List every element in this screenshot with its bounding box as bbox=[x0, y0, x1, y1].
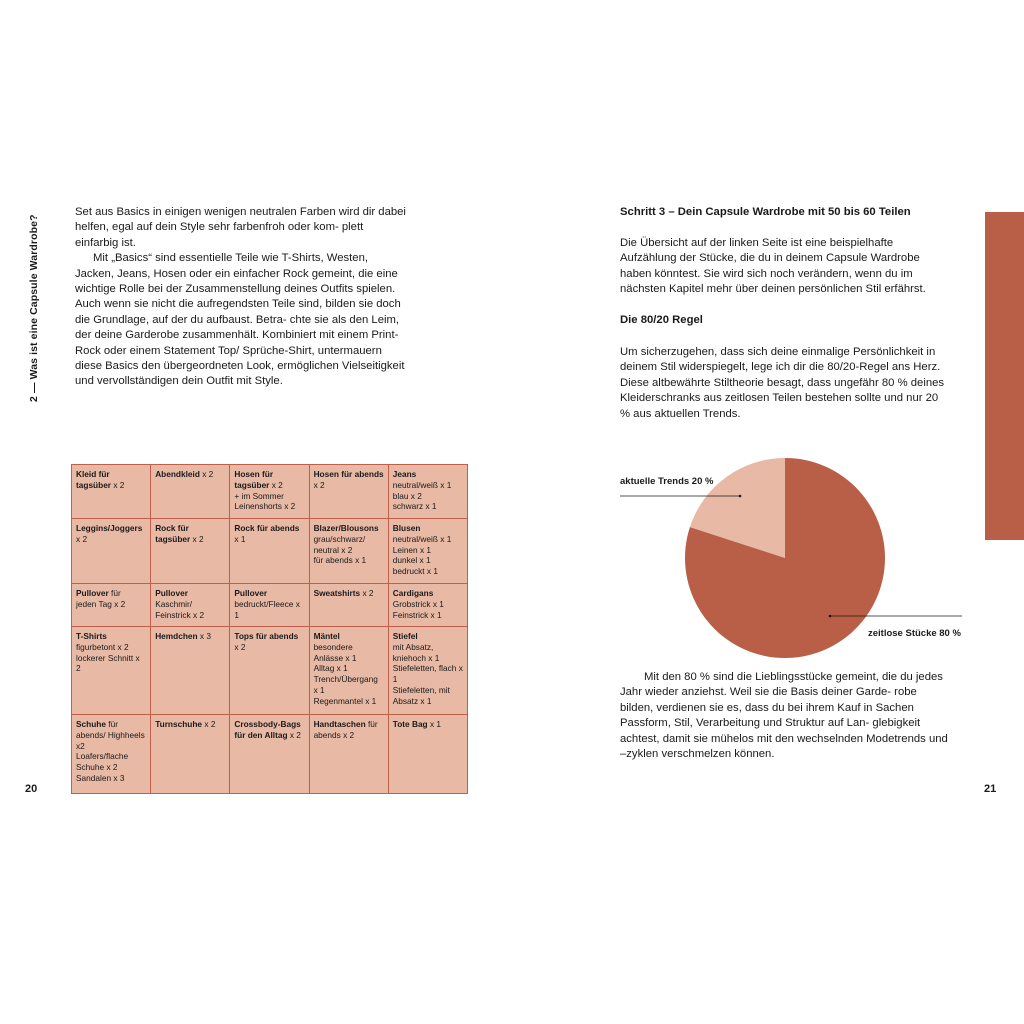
page-number-left: 20 bbox=[25, 783, 38, 795]
intro-paragraph-2: Mit „Basics“ sind essentielle Teile wie T-Shirts, Westen, Jacken, Jeans, Hosen oder ein einfacher Rock gemeint, die eine wichtige Rolle bei der Zusammenstellung deines Outfits spielen. Auch wenn sie nicht die aufregendsten Teile sind, bilden sie doch die Grundlage, auf der du aufbaust. Betra- chte sie als den Leim, der deine Garderobe zusammenhält. Kombiniert mit einem Print-Rock oder einem Statement Top/ Sprüche-Shirt, untermauern diese Basics den übergeordneten Look, ermöglichen Vielseitigkeit und vervollständigen dein Outfit mit Style. bbox=[75, 252, 405, 388]
grid-cell bbox=[388, 465, 467, 519]
grid-cell bbox=[151, 627, 230, 715]
item-detail: Regenmantel x 1 bbox=[313, 695, 377, 706]
item-quantity: x 1 bbox=[427, 719, 442, 729]
grid-cell bbox=[72, 584, 151, 627]
grid-cell bbox=[151, 519, 230, 584]
item-quantity: x 2 bbox=[360, 588, 374, 598]
paragraph-overview: Die Übersicht auf der linken Seite ist eine beispielhafte Aufzählung der Stücke, die du in deinem Capsule Wardrobe haben könntest. Sie wird sich noch verändern, wenn du im nächsten Kapitel mehr über deinen persönlichen Stil erfährst. bbox=[620, 237, 926, 296]
item-detail: figurbetont x 2 bbox=[76, 641, 129, 652]
grid-cell bbox=[72, 519, 151, 584]
grid-cell bbox=[388, 715, 467, 794]
item-name: Mäntel bbox=[313, 631, 340, 641]
item-detail: Stiefeletten, mit Absatz x 1 bbox=[392, 684, 450, 706]
grid-row bbox=[72, 584, 468, 627]
item-name: Jeans bbox=[392, 469, 417, 479]
item-name: Crossbody-Bags für den Alltag bbox=[234, 719, 301, 740]
item-detail: + im Sommer Leinenshorts x 2 bbox=[234, 490, 296, 512]
item-detail: Stiefeletten, flach x 1 bbox=[392, 663, 463, 685]
item-name: Pullover bbox=[76, 588, 109, 598]
item-name: Schuhe bbox=[76, 719, 106, 729]
item-detail: x 1 bbox=[234, 533, 246, 544]
item-name: Cardigans bbox=[392, 588, 434, 598]
heading-step-3: Schritt 3 – Dein Capsule Wardrobe mit 50 bis 60 Teilen bbox=[620, 206, 911, 218]
item-name: Tote Bag bbox=[392, 719, 428, 729]
item-name: Tops für abends bbox=[234, 631, 299, 641]
item-detail: x 2 bbox=[234, 641, 246, 652]
closing-paragraph: Mit den 80 % sind die Lieblingsstücke gemeint, die du jedes Jahr wieder anziehst. Weil sie die Basis deiner Garde- robe bilden, verdienen sie es, dass du bei ihrem Kauf in Sachen Passform, Stil, Verarbeitung und Struktur auf Lan- glebigkeit achtest, damit sie mühelos mit den wechselnden Modetrends und –zyklen verschmelzen können. bbox=[620, 671, 948, 761]
rule-heading bbox=[620, 313, 950, 328]
item-detail: Grobstrick x 1 bbox=[392, 598, 444, 609]
grid-cell bbox=[230, 715, 309, 794]
item-quantity: für bbox=[365, 719, 378, 729]
item-detail: besondere Anlässe x 1 bbox=[313, 641, 357, 663]
grid-row bbox=[72, 519, 468, 584]
grid-row bbox=[72, 465, 468, 519]
item-name: Pullover bbox=[155, 588, 188, 598]
item-name: Sweatshirts bbox=[313, 588, 361, 598]
item-name: Hosen für tagsüber bbox=[234, 469, 274, 490]
item-name: Kleid für tagsüber bbox=[76, 469, 112, 490]
grid-cell bbox=[309, 519, 388, 584]
grid-cell bbox=[72, 627, 151, 715]
paragraph-80-20: Um sicherzugehen, dass sich deine einmalige Persönlichkeit in deinem Stil widerspiegelt, lege ich dir die 80/20-Regel ans Herz. Diese altbewährte Stiltheorie besagt, dass ungefähr 80 % deines Kleiderschranks aus zeitlosen Teilen bestehen sollte und nur 20 % aus aktuellen Trends. bbox=[620, 346, 945, 420]
grid-cell bbox=[151, 465, 230, 519]
item-quantity: x 3 bbox=[197, 631, 211, 641]
page-number-right: 21 bbox=[984, 783, 997, 795]
grid-cell bbox=[230, 584, 309, 627]
item-detail: Sandalen x 3 bbox=[76, 772, 125, 783]
item-quantity: x 2 bbox=[269, 479, 283, 490]
pie-label-timeless: zeitlose Stücke 80 % bbox=[868, 628, 961, 639]
item-quantity: für bbox=[105, 719, 118, 729]
item-detail: bedruckt x 1 bbox=[392, 566, 438, 577]
item-quantity: x 2 bbox=[190, 533, 204, 544]
intro-text bbox=[75, 205, 407, 390]
grid-cell bbox=[309, 465, 388, 519]
item-name: Stiefel bbox=[392, 631, 418, 641]
item-detail: dunkel x 1 bbox=[392, 555, 431, 566]
item-name: Handtaschen bbox=[313, 719, 366, 729]
grid-cell bbox=[309, 715, 388, 794]
item-detail: neutral/weiß x 1 bbox=[392, 479, 452, 490]
item-name: Hemdchen bbox=[155, 631, 198, 641]
item-name: Hosen für abends bbox=[313, 469, 384, 479]
item-detail: mit Absatz, kniehoch x 1 bbox=[392, 641, 440, 663]
step-heading bbox=[620, 205, 950, 220]
item-detail: jeden Tag x 2 bbox=[76, 598, 126, 609]
item-name: Rock für tagsüber bbox=[155, 523, 191, 544]
item-quantity: x 2 bbox=[199, 469, 214, 479]
item-detail: Feinstrick x 1 bbox=[392, 609, 442, 620]
grid-cell bbox=[309, 627, 388, 715]
item-detail: grau/schwarz/ neutral x 2 bbox=[313, 533, 366, 555]
grid-cell bbox=[230, 519, 309, 584]
item-name: Abendkleid bbox=[155, 469, 200, 479]
rule-paragraph bbox=[620, 345, 950, 422]
item-name: Pullover bbox=[234, 588, 268, 598]
item-name: Turnschuhe bbox=[155, 719, 203, 729]
accent-color-bar bbox=[985, 212, 1024, 540]
item-detail: x 2 bbox=[76, 533, 88, 544]
pie-label-trends: aktuelle Trends 20 % bbox=[620, 476, 714, 487]
item-quantity: x 2 bbox=[202, 719, 216, 729]
leader-dot-trends bbox=[739, 495, 742, 498]
item-name: Blusen bbox=[392, 523, 421, 533]
grid-cell bbox=[309, 584, 388, 627]
grid-row bbox=[72, 715, 468, 794]
grid-cell bbox=[72, 465, 151, 519]
wardrobe-grid bbox=[71, 464, 468, 794]
grid-cell bbox=[151, 715, 230, 794]
pie-chart bbox=[610, 455, 980, 665]
item-quantity: x 2 bbox=[287, 729, 301, 740]
item-detail: bedruckt/Fleece x 1 bbox=[234, 598, 300, 620]
grid-cell bbox=[230, 627, 309, 715]
grid-cell bbox=[72, 715, 151, 794]
grid-cell bbox=[151, 584, 230, 627]
item-detail: lockerer Schnitt x 2 bbox=[76, 652, 140, 674]
grid-cell bbox=[388, 627, 467, 715]
item-name: Rock für abends bbox=[234, 523, 300, 533]
item-detail: neutral/weiß x 1 bbox=[392, 533, 452, 544]
item-quantity: x 2 bbox=[313, 479, 325, 490]
intro-paragraph-1: Set aus Basics in einigen wenigen neutralen Farben wird dir dabei helfen, egal auf dein Style sehr farbenfroh oder kom- plett einfarbig ist. bbox=[75, 206, 406, 249]
item-name: T-Shirts bbox=[76, 631, 107, 641]
item-name: Leggins/Joggers bbox=[76, 523, 143, 533]
item-detail: abends/ Highheels x2 bbox=[76, 729, 145, 751]
item-quantity: x 2 bbox=[111, 479, 125, 490]
heading-80-20: Die 80/20 Regel bbox=[620, 314, 703, 326]
item-detail: Trench/Übergang x 1 bbox=[313, 674, 378, 695]
item-detail: Loafers/flache Schuhe x 2 bbox=[76, 751, 129, 773]
grid-cell bbox=[388, 584, 467, 627]
item-detail: abends x 2 bbox=[313, 729, 355, 740]
chapter-side-title: 2 — Was ist eine Capsule Wardrobe? bbox=[28, 214, 40, 402]
grid-row bbox=[72, 627, 468, 715]
item-name: Blazer/Blousons bbox=[313, 523, 379, 533]
overview-paragraph bbox=[620, 236, 950, 298]
item-quantity: für bbox=[108, 588, 121, 598]
item-detail: für abends x 1 bbox=[313, 555, 367, 566]
grid-cell bbox=[230, 465, 309, 519]
item-detail: schwarz x 1 bbox=[392, 501, 437, 512]
item-detail: Leinen x 1 bbox=[392, 544, 432, 555]
item-detail: blau x 2 bbox=[392, 490, 422, 501]
item-detail: Alltag x 1 bbox=[313, 663, 348, 674]
item-detail: Kaschmir/ Feinstrick x 2 bbox=[155, 598, 205, 620]
closing-text bbox=[620, 670, 948, 762]
leader-dot-timeless bbox=[829, 615, 832, 618]
grid-cell bbox=[388, 519, 467, 584]
